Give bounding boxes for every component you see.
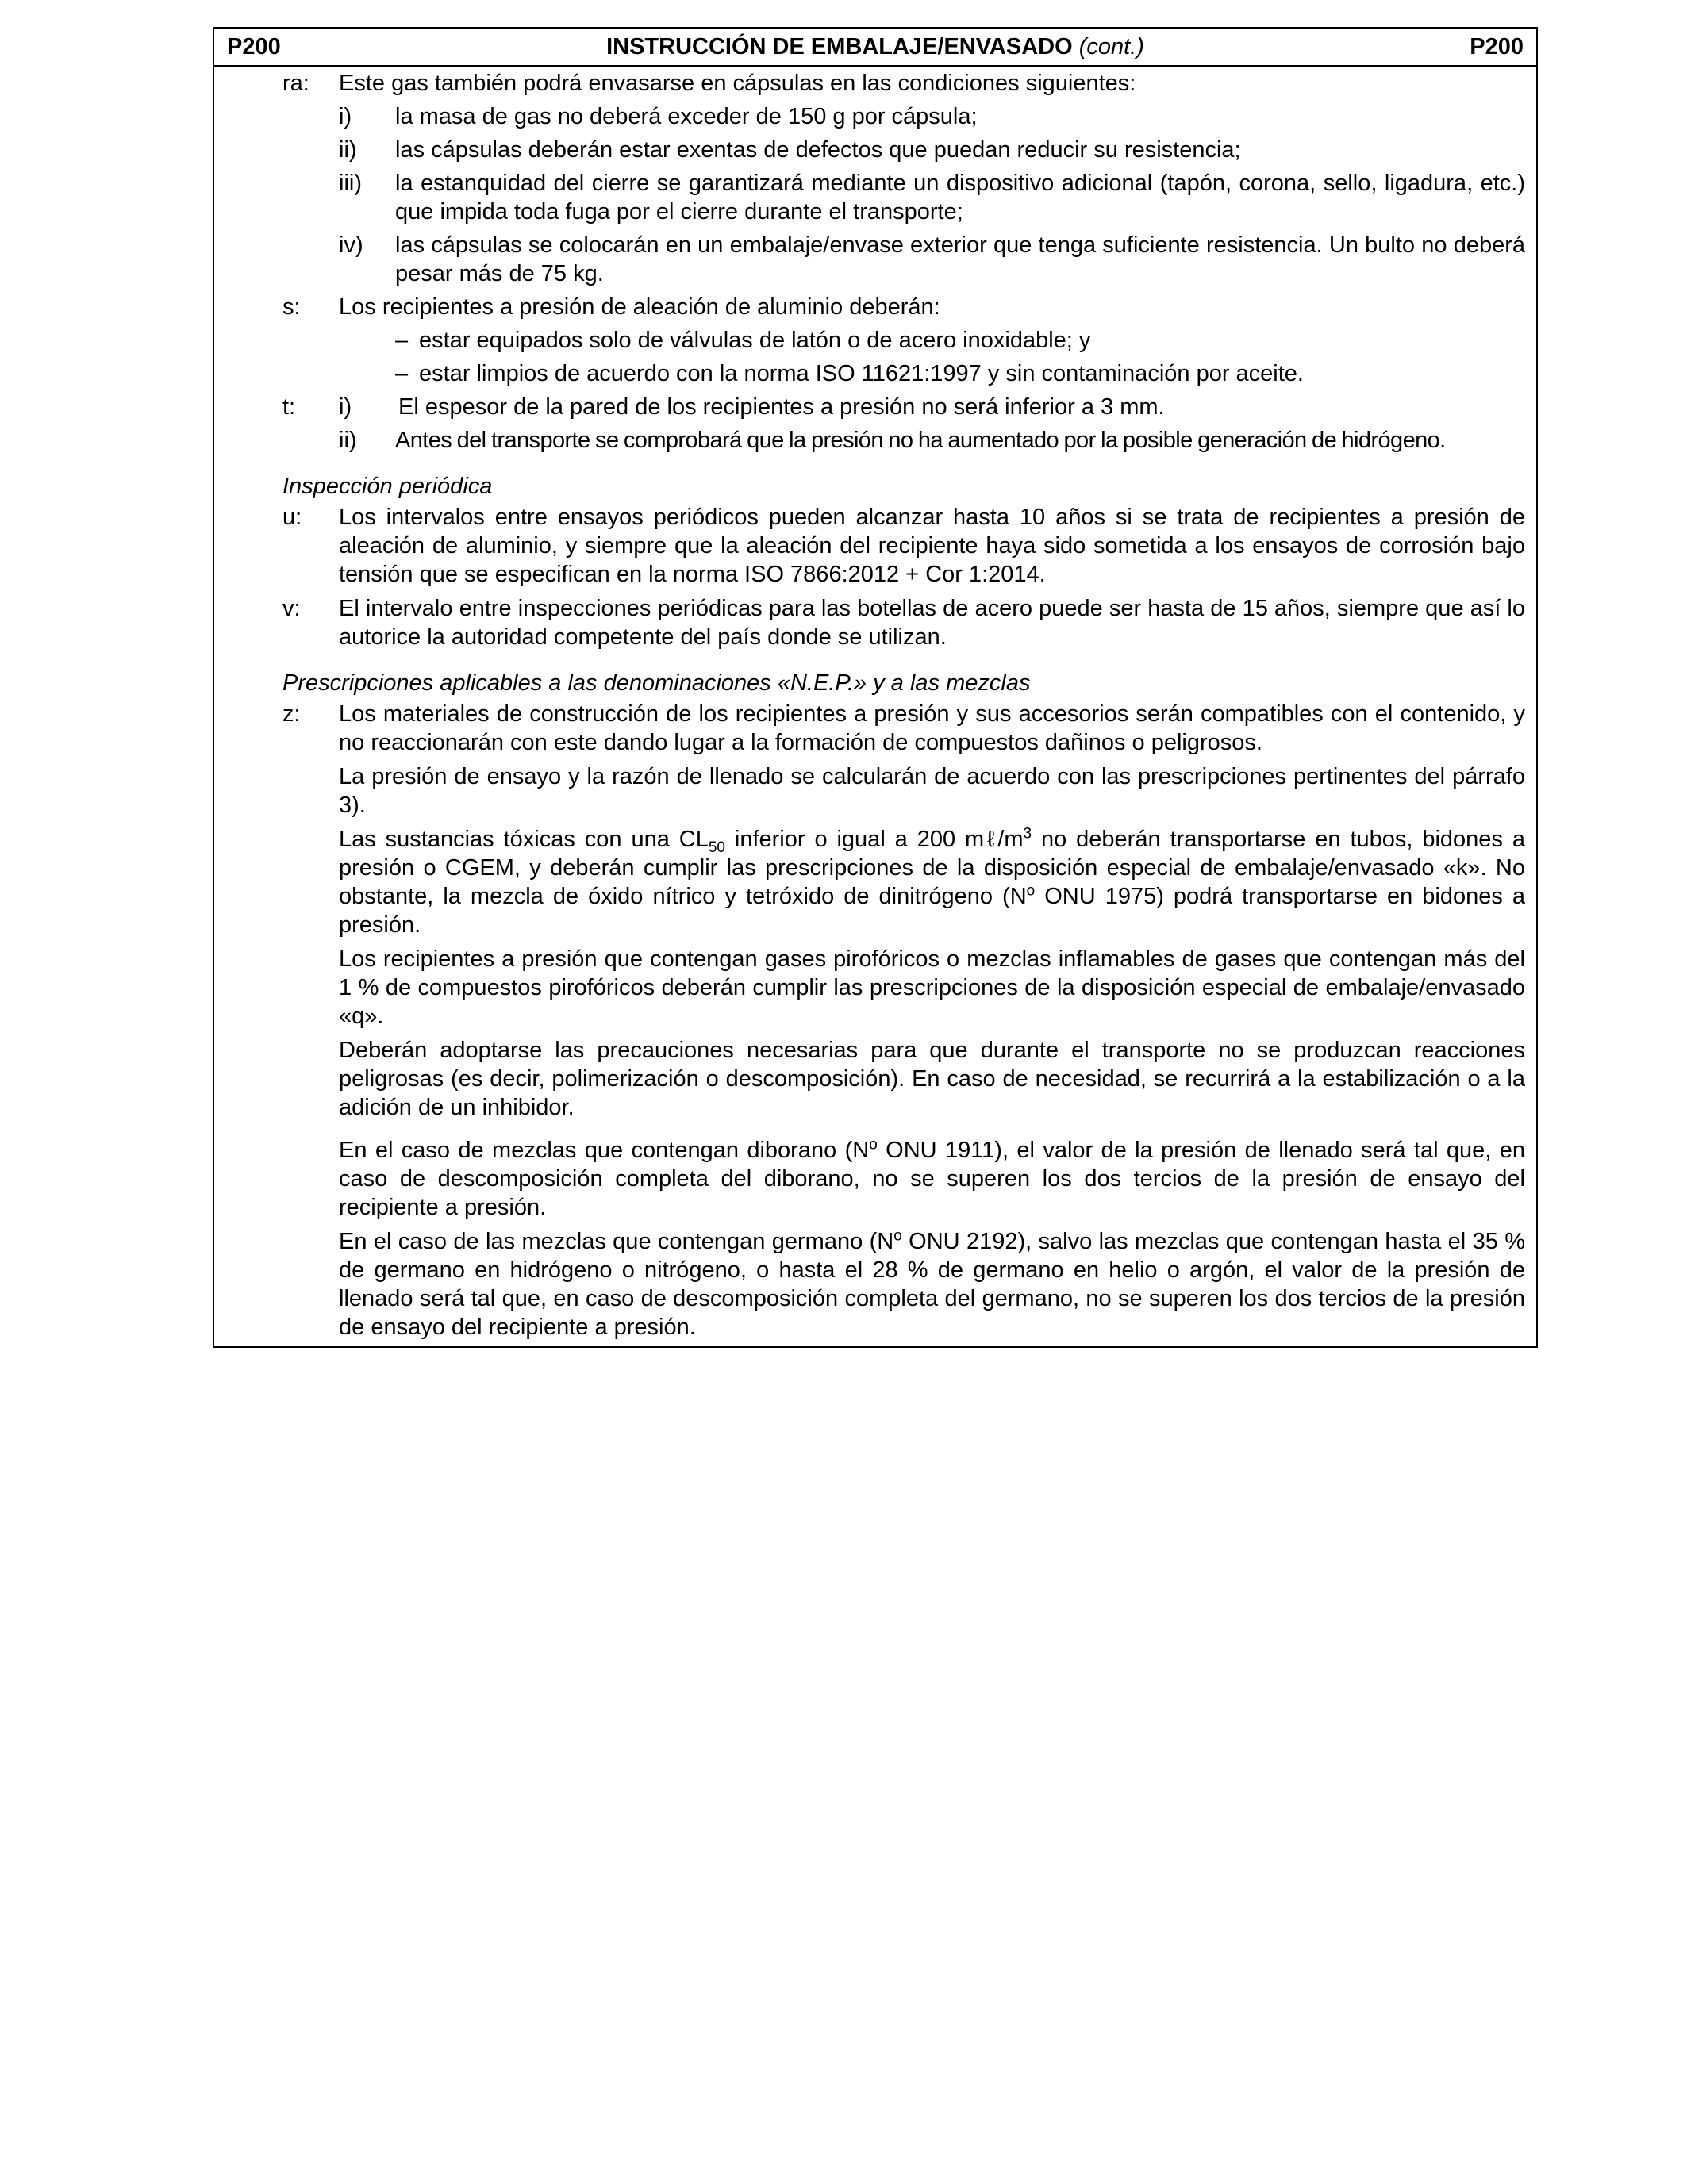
superscript: o: [893, 1227, 902, 1245]
list-item: [339, 326, 1525, 355]
list-item: [339, 231, 1525, 288]
item-number: i): [339, 394, 352, 420]
paragraph-part: ONU 1911), el valor de la presión de llenado será tal que, en caso de descomposición completa del diborano, no se superen los dos tercios de la presión de ensayo del recipiente a presión.: [339, 1138, 1525, 1220]
list-item: [339, 426, 1525, 455]
paragraph-part: inferior o igual a 200 mℓ/m: [724, 827, 1024, 852]
provision-text: Este gas también podrá envasarse en cápsulas en las condiciones siguientes:: [339, 71, 1136, 96]
table-body: [214, 69, 1536, 1346]
superscript: o: [869, 1136, 878, 1153]
paragraph-part: ONU 2192), salvo las mezclas que contengan hasta el 35 % de germano en hidrógeno o nitrógeno, o hasta el 28 % de germano en helio o argón, el valor de la presión de llenado será tal que, en caso de descomposición completa del germano, no se superen los dos tercios de la presión de ensayo del recipiente a presión.: [339, 1229, 1525, 1340]
paragraph: Los materiales de construcción de los recipientes a presión y sus accesorios serán compatibles con el contenido, y no reaccionarán con este dando lugar a la formación de compuestos dañinos o peligrosos.: [339, 701, 1525, 755]
paragraph-part: En el caso de mezclas que contengan diborano (N: [339, 1138, 870, 1163]
item-text: estar equipados solo de válvulas de latón o de acero inoxidable; y: [419, 328, 1091, 353]
instruction-title-text: INSTRUCCIÓN DE EMBALAJE/ENVASADO: [606, 34, 1073, 59]
item-number: ii): [339, 428, 357, 453]
item-text: estar limpios de acuerdo con la norma ISO 11621:1997 y sin contaminación por aceite.: [419, 361, 1304, 386]
item-number: iii): [339, 171, 362, 196]
section-heading-nep: Prescripciones aplicables a las denominaciones «N.E.P.» y a las mezclas: [282, 670, 1031, 696]
paragraph: [339, 1136, 1525, 1222]
provision-z: [214, 700, 1525, 1341]
dash-bullet: –: [395, 361, 409, 386]
provision-tag: s:: [282, 294, 301, 320]
paragraph-part: En el caso de las mezclas que contengan germano (N: [339, 1229, 894, 1254]
provision-v: [214, 594, 1525, 651]
provision-tag: u:: [282, 505, 302, 530]
provision-text: El intervalo entre inspecciones periódicas para las botellas de acero puede ser hasta de 15 años, siempre que así lo autorice la autoridad competente del país donde se utilizan.: [339, 596, 1525, 650]
paragraph: Los recipientes a presión que contengan gases pirofóricos o mezclas inflamables de gases que contengan más del 1 % de compuestos pirofóricos deberán cumplir las prescripciones de la disposición especial de embalaje/envasado «q».: [339, 946, 1525, 1029]
superscript: 3: [1023, 825, 1032, 843]
instruction-code-right: P200: [1470, 34, 1524, 59]
paragraph-part: Las sustancias tóxicas con una CL: [339, 827, 709, 852]
item-text: Antes del transporte se comprobará que la presión no ha aumentado por la posible generación de hidrógeno.: [395, 428, 1446, 453]
packing-instruction-table: [213, 27, 1538, 1348]
provision-text: Los intervalos entre ensayos periódicos pueden alcanzar hasta 10 años si se trata de recipientes a presión de aleación de aluminio, y siempre que la aleación del recipiente haya sido sometida a los ensayos de corrosión bajo tensión que se especifican en la norma ISO 7866:2012 + Cor 1:2014.: [339, 505, 1525, 587]
superscript: o: [1026, 882, 1036, 900]
list-item: [339, 102, 1525, 131]
item-text: las cápsulas se colocarán en un embalaje/envase exterior que tenga suficiente resistencia. Un bulto no deberá pesar más de 75 kg.: [395, 232, 1525, 286]
item-text: la masa de gas no deberá exceder de 150 g por cápsula;: [395, 104, 978, 129]
provision-ra: [214, 69, 1525, 288]
subscript: 50: [708, 839, 725, 856]
list-item: [339, 136, 1525, 164]
paragraph-part: no deberán transportarse en tubos, bidones a presión o CGEM, y deberán cumplir las prescripciones de la disposición especial de embalaje/envasado «k». No obstante, la mezcla de óxido nítrico y tetróxido de dinitrógeno (N: [339, 827, 1525, 909]
dash-bullet: –: [395, 328, 409, 353]
paragraph-part: ONU 1975) podrá transportarse en bidones a presión.: [339, 884, 1526, 938]
provision-tag: ra:: [282, 71, 309, 96]
item-number: i): [339, 104, 352, 129]
instruction-code-left: P200: [227, 34, 281, 59]
provision-tag: v:: [282, 596, 301, 621]
paragraph: Deberán adoptarse las precauciones necesarias para que durante el transporte no se produzcan reacciones peligrosas (es decir, polimerización o descomposición). En caso de necesidad, se recurrirá a la estabilización o a la adición de un inhibidor.: [339, 1038, 1525, 1120]
provision-tag: t:: [282, 394, 296, 420]
provision-u: [214, 503, 1525, 589]
list-item: [339, 169, 1525, 226]
item-text: El espesor de la pared de los recipientes a presión no será inferior a 3 mm.: [398, 394, 1165, 420]
item-text: la estanquidad del cierre se garantizará mediante un dispositivo adicional (tapón, corona, sello, ligadura, etc.) que impida toda fuga por el cierre durante el transporte;: [395, 171, 1525, 225]
table-header: [214, 29, 1536, 67]
item-text: las cápsulas deberán estar exentas de defectos que puedan reducir su resistencia;: [395, 137, 1241, 163]
item-number: ii): [339, 137, 357, 163]
provision-t: [214, 393, 1525, 455]
list-item: [339, 359, 1525, 388]
paragraph: [339, 825, 1525, 939]
item-number: iv): [339, 232, 363, 258]
instruction-title: [214, 29, 1536, 65]
section-heading-inspection: Inspección periódica: [282, 474, 493, 499]
paragraph: [339, 1227, 1525, 1341]
provision-s: [214, 293, 1525, 388]
list-item: [339, 393, 1525, 421]
provision-tag: z:: [282, 701, 301, 727]
paragraph: La presión de ensayo y la razón de llenado se calcularán de acuerdo con las prescripciones pertinentes del párrafo 3).: [339, 764, 1525, 818]
instruction-title-suffix: (cont.): [1078, 34, 1144, 59]
provision-text: Los recipientes a presión de aleación de aluminio deberán:: [339, 294, 940, 320]
